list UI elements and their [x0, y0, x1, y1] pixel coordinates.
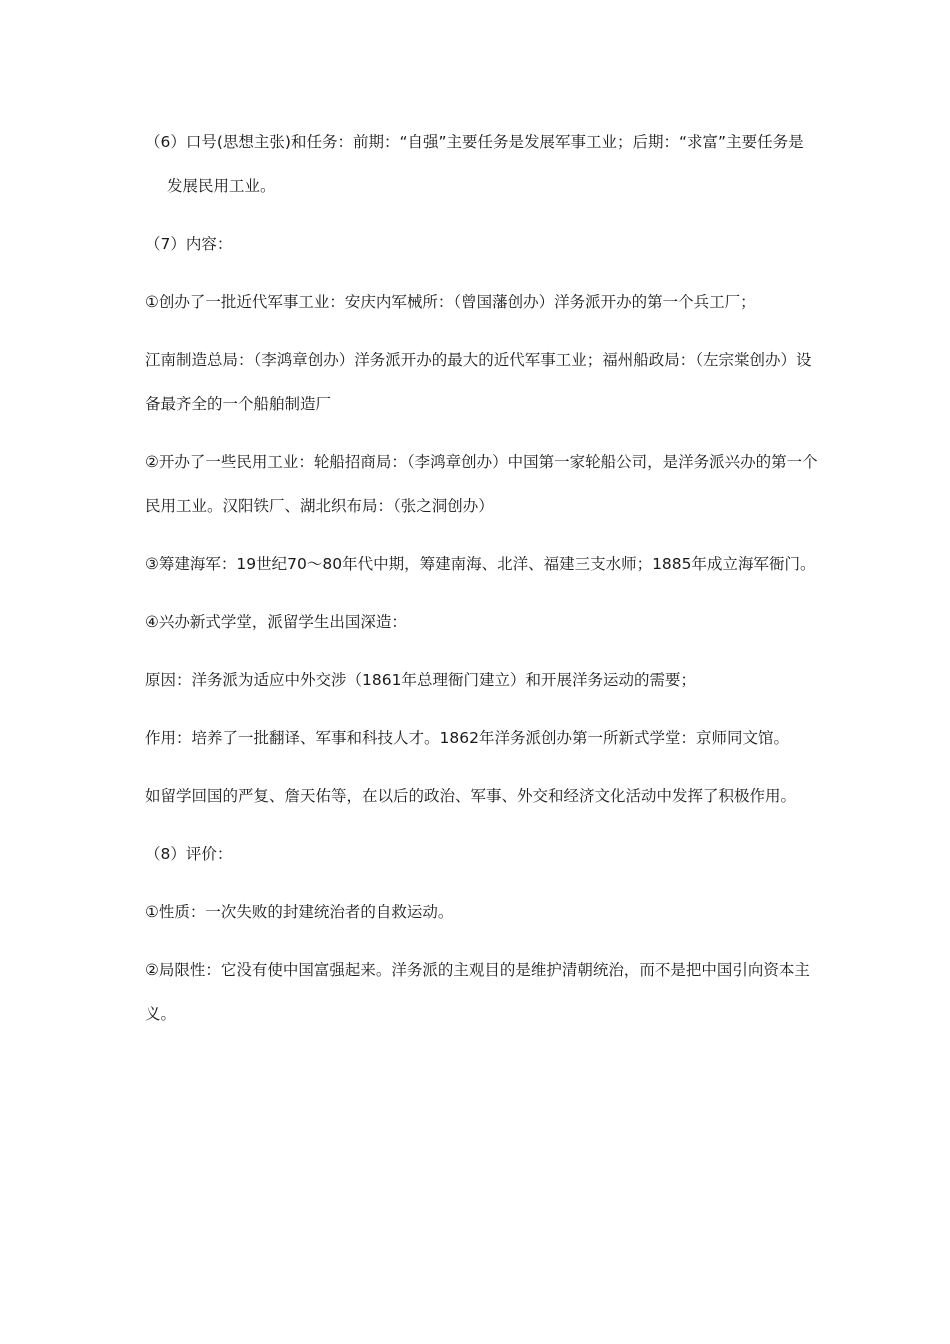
paragraph-effect: 作用：培养了一批翻译、军事和科技人才。1862年洋务派创办第一所新式学堂：京师同文馆。 [145, 729, 789, 747]
paragraph-limitations: ②局限性：它没有使中国富强起来。洋务派的主观目的是维护清朝统治，而不是把中国引向资本主义。 [145, 961, 810, 1023]
paragraph-slogan-tasks [145, 120, 825, 208]
paragraph-reason: 原因：洋务派为适应中外交涉（1861年总理衙门建立）和开展洋务运动的需要； [145, 671, 696, 689]
heading-evaluation: （8）评价： [145, 845, 233, 863]
paragraph-new-schools: ④兴办新式学堂，派留学生出国深造： [145, 613, 407, 631]
paragraph-slogan-tasks-text-end: 发展民用工业。 [167, 177, 276, 195]
paragraph-military-industry: ①创办了一批近代军事工业：安庆内军械所：（曾国藩创办）洋务派开办的第一个兵工厂； [145, 293, 756, 311]
paragraph-navy: ③筹建海军：19世纪70～80年代中期，筹建南海、北洋、福建三支水师；1885年成立海军衙门。 [145, 555, 816, 573]
heading-content: （7）内容： [145, 235, 233, 253]
paragraph-returned-students: 如留学回国的严复、詹天佑等，在以后的政治、军事、外交和经济文化活动中发挥了积极作用。 [145, 787, 797, 805]
paragraph-civil-industry: ②开办了一些民用工业：轮船招商局：（李鸿章创办）中国第一家轮船公司，是洋务派兴办的第一个民用工业。汉阳铁厂、湖北织布局：（张之洞创办） [145, 453, 818, 515]
paragraph-nature: ①性质：一次失败的封建统治者的自救运动。 [145, 903, 454, 921]
document-page [145, 120, 825, 1050]
paragraph-slogan-tasks-text: （6）口号(思想主张)和任务：前期：“自强”主要任务是发展军事工业；后期：“求富”主要任务是 [145, 133, 804, 151]
paragraph-jiangnan-fuzhou: 江南制造总局：（李鸿章创办）洋务派开办的最大的近代军事工业；福州船政局：（左宗棠创办）设备最齐全的一个船舶制造厂 [145, 351, 812, 413]
